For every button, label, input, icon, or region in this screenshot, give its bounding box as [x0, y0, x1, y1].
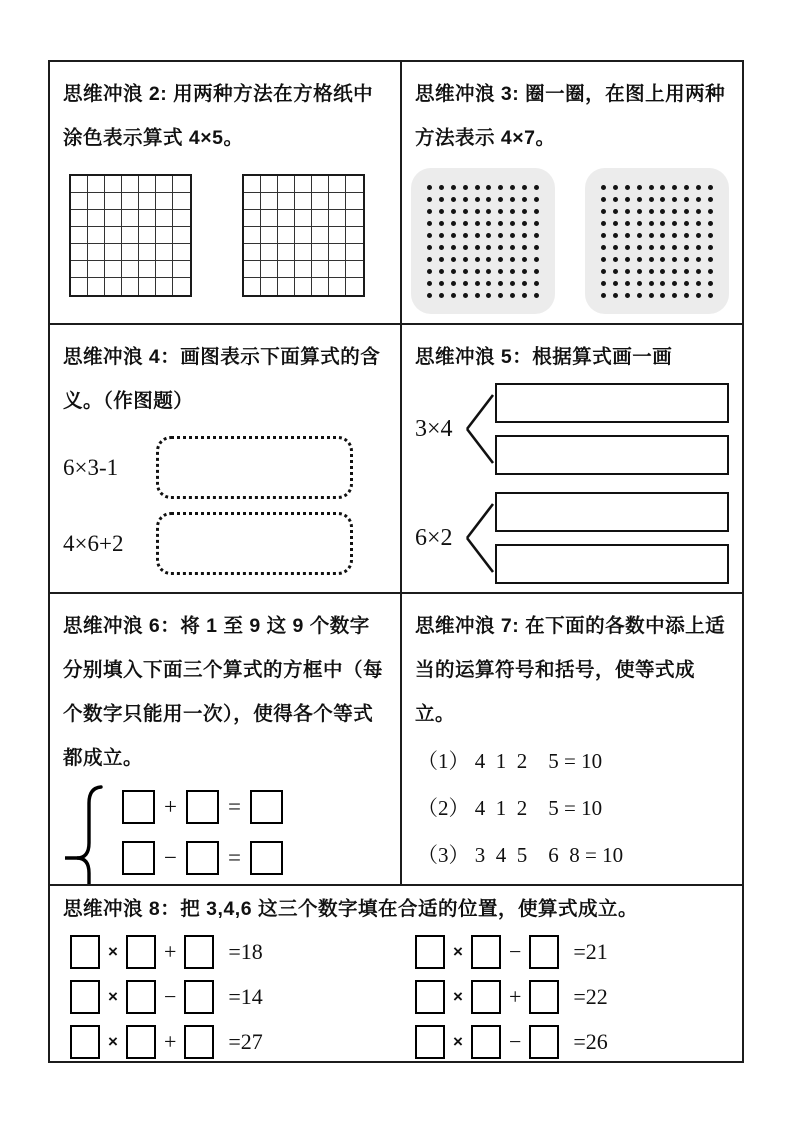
square-grid-2: [242, 174, 365, 297]
problem-2-cell: [50, 62, 402, 325]
answer-box: [415, 935, 445, 969]
problem-4-row-2: [63, 512, 387, 575]
answer-box: [70, 935, 100, 969]
operator: +: [164, 794, 177, 819]
dot-panel-1: [411, 168, 555, 314]
operator: ×: [108, 1032, 118, 1051]
expression-label: 6×2: [415, 524, 453, 551]
answer-box: [122, 841, 155, 875]
square-grid-1: [69, 174, 192, 297]
puzzle-line: （3） 3 4 5 6 8 = 10: [417, 843, 624, 867]
answer-rectangles: [495, 383, 729, 475]
equation-row: [415, 980, 608, 1014]
answer-box: [122, 790, 155, 824]
answer-box: [184, 1025, 214, 1059]
equation-row: [70, 935, 415, 969]
problem-4-title: 思维冲浪 4：画图表示下面算式的含义。（作图题）: [63, 346, 381, 412]
answer-box: [471, 935, 501, 969]
equation-row: [70, 980, 415, 1014]
expression-label: 6×3-1: [63, 454, 119, 480]
equation-row: [122, 790, 283, 824]
dot-panel-2: [585, 168, 729, 314]
fork-connector: [465, 488, 495, 588]
answer-box: [186, 841, 219, 875]
operator: ×: [108, 942, 118, 961]
equation-result: =21: [573, 939, 608, 964]
problem-7-cell: [402, 594, 742, 886]
equation-row: [415, 935, 608, 969]
answer-box: [529, 1025, 559, 1059]
problem-8-title: 思维冲浪 8：把 3,4,6 这三个数字填在合适的位置，使算式成立。: [63, 898, 638, 920]
answer-box: [184, 935, 214, 969]
answer-rectangle: [495, 544, 729, 584]
answer-box: [471, 980, 501, 1014]
equation-row: [70, 1025, 415, 1059]
equation-column: [122, 790, 283, 886]
problem-6-cell: [50, 594, 402, 886]
equals-sign: =: [227, 845, 241, 870]
problem-7-title: 思维冲浪 7: 在下面的各数中添上适当的运算符号和括号，使等式成立。: [415, 615, 726, 725]
problem-7-list: [417, 738, 729, 886]
operator: −: [164, 845, 177, 870]
answer-rectangles: [495, 492, 729, 584]
problem-6-title: 思维冲浪 6：将 1 至 9 这 9 个数字分别填入下面三个算式的方框中（每个数字只能用一次），使得各个等式都成立。: [63, 615, 384, 769]
answer-box: [126, 1025, 156, 1059]
brace: [65, 784, 113, 886]
problem-3-cell: [402, 62, 742, 325]
answer-box: [126, 935, 156, 969]
answer-box: [415, 1025, 445, 1059]
answer-box: [126, 980, 156, 1014]
worksheet-table: [48, 60, 744, 1063]
equation-result: =26: [573, 1029, 608, 1054]
operator: +: [508, 984, 522, 1009]
expression-label: 3×4: [415, 415, 453, 442]
answer-rectangle: [495, 435, 729, 475]
operator: +: [163, 1029, 177, 1054]
operator: −: [508, 939, 522, 964]
answer-rectangle: [495, 492, 729, 532]
answer-box: [70, 980, 100, 1014]
equation-row: [122, 841, 283, 875]
answer-box: [250, 841, 283, 875]
equation-row: [415, 1025, 608, 1059]
expression-label: 4×6+2: [63, 530, 124, 556]
equation-result: =14: [228, 984, 263, 1009]
problem-2-grids: [69, 174, 387, 297]
problem-3-dot-panels: [411, 168, 729, 314]
operator: ×: [453, 1032, 463, 1051]
puzzle-line: （1） 4 1 2 5 = 10: [417, 749, 603, 773]
answer-box: [415, 980, 445, 1014]
answer-box: [186, 790, 219, 824]
fork-connector: [465, 379, 495, 479]
problem-4-row-1: [63, 436, 387, 499]
puzzle-line: （2） 4 1 2 5 = 10: [417, 796, 603, 820]
problem-4-cell: [50, 325, 402, 594]
operator: ×: [453, 942, 463, 961]
problem-8-equations: [63, 935, 729, 1059]
answer-box: [529, 935, 559, 969]
operator: ×: [108, 987, 118, 1006]
equation-column-right: [415, 935, 608, 1059]
equation-result: =22: [573, 984, 608, 1009]
operator: ×: [453, 987, 463, 1006]
problem-5-cell: [402, 325, 742, 594]
answer-rectangle: [495, 383, 729, 423]
answer-box: [250, 790, 283, 824]
problem-6-system: [65, 784, 387, 886]
equation-result: =27: [228, 1029, 263, 1054]
operator: +: [163, 939, 177, 964]
dotted-answer-box-2: [156, 512, 353, 575]
answer-box: [529, 980, 559, 1014]
puzzle-line: [417, 879, 729, 886]
operator: −: [508, 1029, 522, 1054]
problem-3-title: 思维冲浪 3: 圈一圈，在图上用两种方法表示 4×7。: [415, 83, 726, 149]
answer-box: [184, 980, 214, 1014]
problem-5-group-2: [415, 488, 729, 588]
dotted-answer-box-1: [156, 436, 353, 499]
problem-5-title: 思维冲浪 5：根据算式画一画: [415, 346, 673, 368]
equation-result: =18: [228, 939, 263, 964]
answer-box: [70, 1025, 100, 1059]
problem-5-group-1: [415, 379, 729, 479]
equation-column-left: [63, 935, 415, 1059]
answer-box: [471, 1025, 501, 1059]
problem-2-title: 思维冲浪 2: 用两种方法在方格纸中涂色表示算式 4×5。: [63, 83, 374, 149]
operator: −: [163, 984, 177, 1009]
equals-sign: =: [227, 794, 241, 819]
problem-8-cell: [50, 886, 742, 1061]
